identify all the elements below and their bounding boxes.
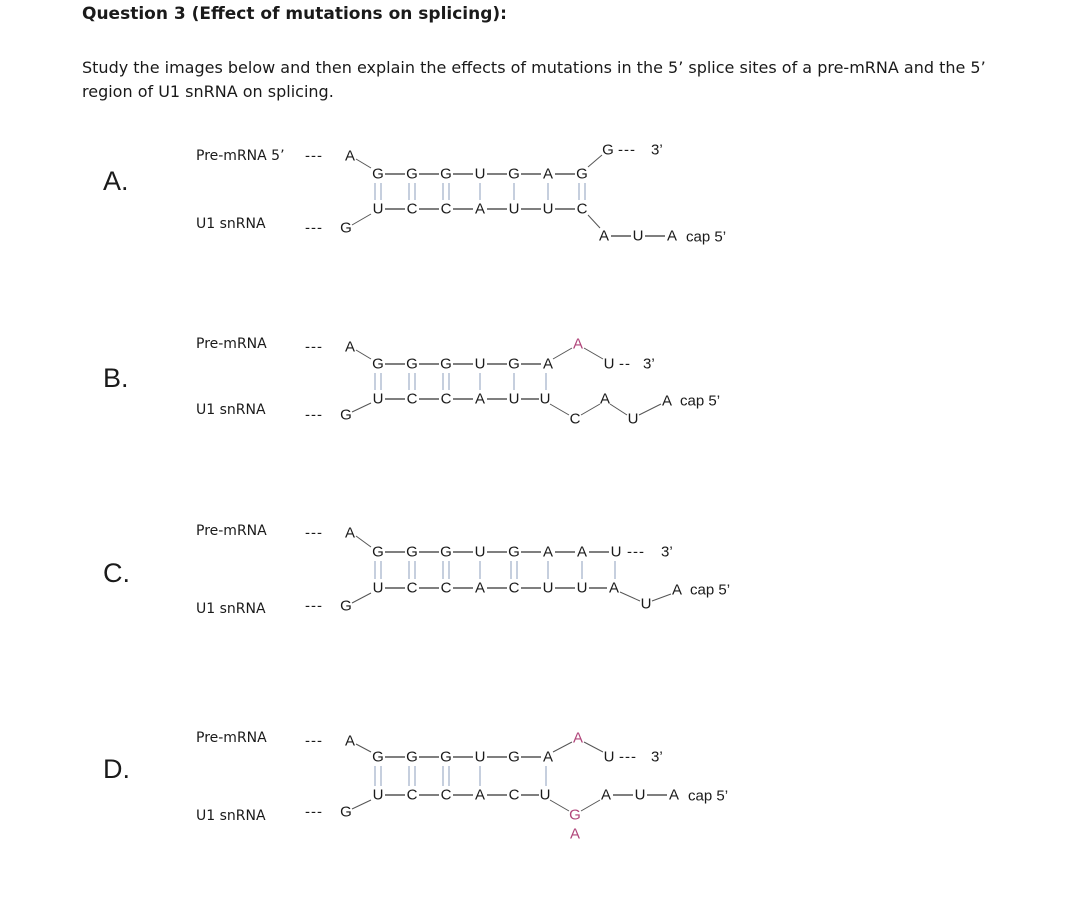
nucleotide: U xyxy=(474,355,486,373)
nucleotide: G xyxy=(406,355,418,373)
nucleotide: G xyxy=(406,543,418,561)
backbone-dash: --- xyxy=(627,543,645,561)
pre-mrna-label: Pre-mRNA 5’ xyxy=(196,148,285,164)
nucleotide: A xyxy=(474,390,486,408)
backbone-link xyxy=(356,159,371,168)
nucleotide: G xyxy=(440,165,452,183)
nucleotide: G xyxy=(372,543,384,561)
bulge-nucleotide: G xyxy=(569,806,581,824)
panel-a-bonds xyxy=(352,155,665,236)
nucleotide: U xyxy=(603,355,615,373)
pre-mrna-label: Pre-mRNA xyxy=(196,523,267,539)
nucleotide: U xyxy=(508,390,520,408)
nucleotide: U xyxy=(539,786,551,804)
nucleotide: U xyxy=(539,390,551,408)
bulge-nucleotide: A xyxy=(569,825,581,843)
nucleotide: U xyxy=(603,748,615,766)
nucleotide: A xyxy=(666,227,678,245)
backbone-dash: --- xyxy=(305,597,323,615)
nucleotide: U xyxy=(542,200,554,218)
bulge-nucleotide: U xyxy=(627,410,639,428)
nucleotide: C xyxy=(440,786,452,804)
pre-mrna-label: Pre-mRNA xyxy=(196,336,267,352)
u1-snrna-label: U1 snRNA xyxy=(196,402,266,418)
backbone-dash: --- xyxy=(305,219,323,237)
nucleotide: G xyxy=(406,748,418,766)
u1-snrna-label: U1 snRNA xyxy=(196,216,266,232)
nucleotide: G xyxy=(508,543,520,561)
backbone-link xyxy=(588,155,602,167)
nucleotide: G xyxy=(440,355,452,373)
cap-five-prime: cap 5’ xyxy=(680,392,721,410)
nucleotide: A xyxy=(474,200,486,218)
nucleotide: C xyxy=(576,200,588,218)
backbone-dash: --- xyxy=(305,147,323,165)
nucleotide: G xyxy=(508,355,520,373)
nucleotide: A xyxy=(474,786,486,804)
three-prime-end: 3’ xyxy=(651,141,663,159)
nucleotide: A xyxy=(542,748,554,766)
panel-d-bonds xyxy=(352,742,667,811)
nucleotide: G xyxy=(340,406,352,424)
cap-five-prime: cap 5’ xyxy=(686,228,727,246)
backbone-dash: --- xyxy=(619,748,637,766)
nucleotide: G xyxy=(406,165,418,183)
question-intro: Study the images below and then explain the effects of mutations in the 5’ splice sites of a pre-mRNA and the 5’ region of U1 snRNA on splicing. xyxy=(82,58,986,101)
nucleotide: U xyxy=(474,165,486,183)
backbone-dash: --- xyxy=(305,803,323,821)
nucleotide: C xyxy=(406,200,418,218)
nucleotide: U xyxy=(372,786,384,804)
nucleotide: A xyxy=(598,227,610,245)
backbone-dash: -- xyxy=(619,355,631,373)
nucleotide: G xyxy=(576,165,588,183)
backbone-dash: --- xyxy=(305,338,323,356)
nucleotide: A xyxy=(344,338,356,356)
nucleotide: G xyxy=(508,165,520,183)
nucleotide: U xyxy=(542,579,554,597)
nucleotide: A xyxy=(344,524,356,542)
panel-letter: D. xyxy=(103,754,130,784)
nucleotide: G xyxy=(340,219,352,237)
nucleotide: A xyxy=(344,147,356,165)
nucleotide: C xyxy=(406,786,418,804)
nucleotide: C xyxy=(440,579,452,597)
backbone-dash: --- xyxy=(618,141,636,159)
bulge-nucleotide: U xyxy=(640,595,652,613)
nucleotide: A xyxy=(671,581,683,599)
nucleotide: A xyxy=(608,579,620,597)
nucleotide: U xyxy=(634,786,646,804)
nucleotide: A xyxy=(600,786,612,804)
bulge-nucleotide: C xyxy=(569,410,581,428)
nucleotide: G xyxy=(440,543,452,561)
nucleotide: A xyxy=(542,165,554,183)
nucleotide: A xyxy=(474,579,486,597)
nucleotide: G xyxy=(372,355,384,373)
nucleotide: G xyxy=(340,803,352,821)
panel-letter: A. xyxy=(103,166,129,196)
question-title: Question 3 (Effect of mutations on splicing): xyxy=(82,4,507,24)
nucleotide: U xyxy=(372,390,384,408)
backbone-link xyxy=(588,215,600,228)
pre-mrna-label: Pre-mRNA xyxy=(196,730,267,746)
nucleotide: U xyxy=(474,748,486,766)
nucleotide: G xyxy=(372,165,384,183)
panel-b-bonds xyxy=(352,348,661,415)
nucleotide: A xyxy=(661,392,673,410)
three-prime-end: 3’ xyxy=(651,748,663,766)
nucleotide: U xyxy=(632,227,644,245)
nucleotide: G xyxy=(372,748,384,766)
nucleotide: C xyxy=(440,390,452,408)
nucleotide: C xyxy=(508,786,520,804)
nucleotide: A xyxy=(344,732,356,750)
nucleotide: G xyxy=(508,748,520,766)
bulge-nucleotide: A xyxy=(572,335,584,353)
u1-snrna-label: U1 snRNA xyxy=(196,808,266,824)
nucleotide: U xyxy=(474,543,486,561)
panel-c-bonds xyxy=(352,536,671,603)
nucleotide: G xyxy=(340,597,352,615)
nucleotide: A xyxy=(668,786,680,804)
nucleotide: U xyxy=(508,200,520,218)
bulge-nucleotide: A xyxy=(599,390,611,408)
panel-letter: B. xyxy=(103,363,129,393)
nucleotide: G xyxy=(602,141,614,159)
backbone-dash: --- xyxy=(305,524,323,542)
nucleotide: A xyxy=(542,355,554,373)
nucleotide: C xyxy=(406,390,418,408)
nucleotide: A xyxy=(542,543,554,561)
nucleotide: C xyxy=(440,200,452,218)
backbone-dash: --- xyxy=(305,732,323,750)
backbone-dash: --- xyxy=(305,406,323,424)
u1-snrna-label: U1 snRNA xyxy=(196,601,266,617)
cap-five-prime: cap 5’ xyxy=(688,787,729,805)
nucleotide: G xyxy=(440,748,452,766)
bulge-nucleotide: A xyxy=(572,729,584,747)
nucleotide: U xyxy=(610,543,622,561)
nucleotide: C xyxy=(508,579,520,597)
nucleotide: C xyxy=(406,579,418,597)
nucleotide: U xyxy=(372,200,384,218)
three-prime-end: 3’ xyxy=(661,543,673,561)
panel-letter: C. xyxy=(103,558,130,588)
nucleotide: A xyxy=(576,543,588,561)
nucleotide: U xyxy=(372,579,384,597)
cap-five-prime: cap 5’ xyxy=(690,581,731,599)
three-prime-end: 3’ xyxy=(643,355,655,373)
backbone-link xyxy=(352,214,371,225)
nucleotide: U xyxy=(576,579,588,597)
